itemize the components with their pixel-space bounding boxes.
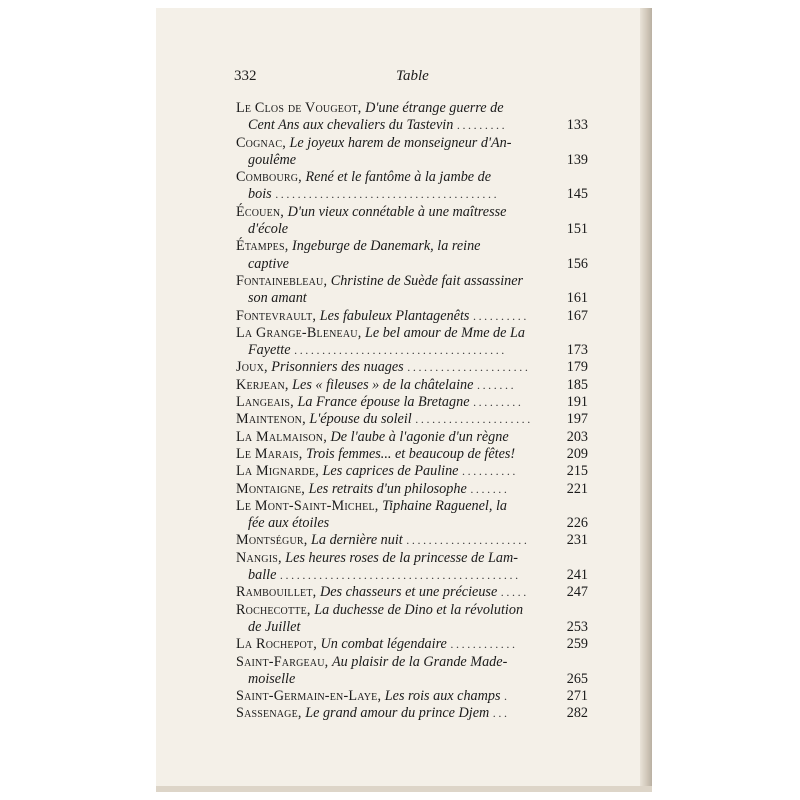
toc-place-name: La Malmaison, (236, 428, 327, 445)
toc-place-name: Écouen, (236, 203, 285, 220)
toc-chapter-title: Les fabuleux Plantagenêts (319, 307, 470, 324)
toc-page-number: 133 (566, 117, 588, 134)
toc-entry (236, 688, 588, 705)
toc-entry-line (236, 429, 588, 446)
toc-entry (236, 377, 588, 394)
toc-entry (236, 463, 588, 480)
toc-chapter-title: Le joyeux harem de monseigneur d'An- (289, 134, 512, 151)
toc-chapter-title-continued: moiselle (248, 670, 296, 687)
toc-entry (236, 359, 588, 376)
toc-entry-line (236, 169, 588, 186)
toc-entry-line (236, 619, 588, 636)
toc-entry-line (236, 377, 588, 394)
toc-entry-line (236, 411, 588, 428)
toc-chapter-title: La dernière nuit (311, 532, 403, 549)
toc-page-number: 282 (566, 705, 588, 722)
toc-entry (236, 584, 588, 601)
toc-chapter-title: Ingeburge de Danemark, la reine (292, 238, 481, 255)
toc-page-number: 156 (566, 255, 588, 272)
page-header (234, 68, 594, 90)
toc-chapter-title-continued: goulême (248, 151, 297, 168)
toc-page-number: 265 (566, 670, 588, 687)
toc-entry-line (236, 117, 588, 134)
toc-entry-line (236, 325, 588, 342)
toc-entry-line (236, 515, 588, 532)
dot-leader: ............ (450, 637, 518, 652)
toc-entry (236, 481, 588, 498)
book-spine-edge (640, 8, 652, 792)
toc-page-number: 221 (566, 480, 588, 497)
toc-entry (236, 411, 588, 428)
toc-page-number: 209 (566, 445, 588, 462)
toc-page-number: 241 (566, 567, 588, 584)
toc-entry-line (236, 550, 588, 567)
toc-entry (236, 602, 588, 637)
toc-place-name: Langeais, (236, 394, 294, 411)
toc-chapter-title: Tiphaine Raguenel, la (382, 497, 507, 514)
toc-place-name: Kerjean, (236, 376, 289, 393)
toc-place-name: Nangis, (236, 549, 282, 566)
toc-chapter-title: Le bel amour de Mme de La (365, 324, 525, 341)
toc-chapter-title: Les rois aux champs (384, 688, 501, 705)
toc-place-name: Étampes, (236, 238, 289, 255)
toc-page-number: 203 (566, 428, 588, 445)
dot-leader: .......... (462, 464, 519, 479)
toc-chapter-title: Un combat légendaire (320, 636, 447, 653)
toc-entry-line (236, 636, 588, 653)
toc-chapter-title: L'épouse du soleil (309, 411, 412, 428)
toc-page-number: 197 (566, 411, 588, 428)
toc-chapter-title: D'une étrange guerre de (365, 100, 504, 116)
toc-entry-line (236, 394, 588, 411)
toc-entry-line (236, 705, 588, 722)
toc-page-number: 253 (566, 618, 588, 635)
toc-entry-line (236, 290, 588, 307)
toc-page-number: 215 (566, 463, 588, 480)
dot-leader: ...................... (407, 360, 531, 375)
dot-leader: ......... (456, 118, 508, 133)
toc-chapter-title: Christine de Suède fait assassiner (330, 272, 524, 289)
dot-leader: ... (492, 706, 510, 721)
toc-entry-line (236, 256, 588, 273)
toc-place-name: Le Mont-Saint-Michel, (236, 497, 379, 514)
toc-entry-line (236, 584, 588, 601)
toc-entry-line (236, 186, 588, 203)
toc-chapter-title: Trois femmes... et beaucoup de fêtes! (306, 445, 516, 462)
toc-chapter-title: La duchesse de Dino et la révolution (314, 601, 524, 618)
toc-place-name: Montaigne, (236, 480, 306, 497)
toc-place-name: La Rochepot, (236, 636, 317, 653)
toc-place-name: Le Marais, (236, 445, 303, 462)
toc-page-number: 271 (566, 688, 588, 705)
toc-page-number: 259 (566, 636, 588, 653)
toc-chapter-title: De l'aube à l'agonie d'un règne (330, 428, 509, 445)
toc-page-number: 145 (566, 186, 588, 203)
toc-chapter-title-continued: bois (248, 186, 272, 203)
dot-leader: ........................................ (275, 187, 500, 202)
toc-entry (236, 204, 588, 239)
toc-chapter-title: René et le fantôme à la jambe de (305, 169, 492, 186)
toc-place-name: La Grange-Bleneau, (236, 324, 362, 341)
dot-leader: ...................................... (294, 343, 507, 358)
toc-place-name: Joux, (236, 359, 268, 376)
toc-entry (236, 636, 588, 653)
toc-entry-line (236, 602, 588, 619)
toc-place-name: Le Clos de Vougeot, (236, 100, 362, 116)
toc-chapter-title: Le grand amour du prince Djem (305, 705, 490, 722)
toc-place-name: Rambouillet, (236, 584, 317, 601)
toc-chapter-title-continued: captive (248, 255, 289, 272)
toc-page-number: 191 (566, 394, 588, 411)
toc-entry (236, 100, 588, 135)
dot-leader: . (504, 689, 510, 704)
toc-entry-line (236, 498, 588, 515)
toc-chapter-title-continued: fée aux étoiles (248, 515, 330, 532)
toc-entry (236, 550, 588, 585)
toc-page-number: 167 (566, 307, 588, 324)
dot-leader: ..................... (415, 412, 533, 427)
toc-chapter-title: Les heures roses de la princesse de Lam- (285, 549, 518, 566)
toc-entry-line (236, 446, 588, 463)
toc-chapter-title-continued: Cent Ans aux chevaliers du Tastevin (248, 117, 454, 134)
toc-place-name: Combourg, (236, 169, 302, 186)
toc-page-number: 185 (566, 376, 588, 393)
toc-chapter-title: Au plaisir de la Grande Made- (331, 653, 508, 670)
toc-entry (236, 135, 588, 170)
toc-entry-line (236, 532, 588, 549)
toc-chapter-title-continued: son amant (248, 290, 307, 307)
toc-entry-line (236, 221, 588, 238)
toc-place-name: Fontainebleau, (236, 272, 328, 289)
toc-page-number: 151 (566, 221, 588, 238)
toc-page-number: 231 (566, 532, 588, 549)
toc-entry (236, 498, 588, 533)
toc-entry-line (236, 481, 588, 498)
toc-entry-line (236, 308, 588, 325)
toc-entry (236, 238, 588, 273)
dot-leader: ....... (476, 377, 517, 392)
toc-entry (236, 654, 588, 689)
toc-entry-line (236, 238, 588, 255)
toc-entry-line (236, 135, 588, 152)
dot-leader: ........................................... (279, 568, 521, 583)
toc-chapter-title: Des chasseurs et une précieuse (319, 584, 498, 601)
dot-leader: ......... (473, 395, 524, 410)
toc-entry (236, 532, 588, 549)
toc-chapter-title: Les caprices de Pauline (322, 463, 459, 480)
toc-entry-line (236, 359, 588, 376)
running-title: Table (396, 68, 429, 84)
toc-entry-line (236, 567, 588, 584)
toc-entry-line (236, 273, 588, 290)
toc-place-name: Montségur, (236, 532, 308, 549)
toc-page-number: 173 (566, 342, 588, 359)
toc-chapter-title: La France épouse la Bretagne (297, 394, 470, 411)
toc-chapter-title-continued: de Juillet (248, 618, 301, 635)
toc-page-number: 179 (566, 359, 588, 376)
toc-entry-line (236, 204, 588, 221)
toc-page-number: 247 (566, 584, 588, 601)
toc-place-name: La Mignarde, (236, 463, 319, 480)
dot-leader: ....... (470, 481, 510, 496)
toc-entry (236, 446, 588, 463)
toc-place-name: Saint-Fargeau, (236, 653, 329, 670)
page-number: 332 (234, 68, 257, 84)
toc-entry-line (236, 152, 588, 169)
toc-place-name: Rochecotte, (236, 601, 311, 618)
toc-chapter-title: D'un vieux connétable à une maîtresse (287, 203, 507, 220)
toc-chapter-title: Les retraits d'un philosophe (308, 480, 467, 497)
toc-entry-line (236, 463, 588, 480)
page-bottom-edge (156, 786, 652, 792)
toc-entry (236, 325, 588, 360)
toc-entry-line (236, 671, 588, 688)
dot-leader: .......... (472, 308, 529, 323)
toc-place-name: Fontevrault, (236, 307, 317, 324)
toc-entry (236, 308, 588, 325)
toc-entry (236, 273, 588, 308)
toc-place-name: Maintenon, (236, 411, 306, 428)
toc-entry-line (236, 688, 588, 705)
toc-chapter-title-continued: balle (248, 567, 277, 584)
toc-entry-line (236, 100, 588, 117)
toc-entry-line (236, 654, 588, 671)
toc-place-name: Sassenage, (236, 705, 302, 722)
toc-page-number: 139 (566, 151, 588, 168)
toc-page-number: 226 (566, 515, 588, 532)
toc-place-name: Cognac, (236, 134, 286, 151)
table-of-contents (236, 100, 588, 723)
dot-leader: ...................... (406, 533, 530, 548)
toc-chapter-title: Prisonniers des nuages (271, 359, 404, 376)
toc-place-name: Saint-Germain-en-Laye, (236, 688, 382, 705)
toc-chapter-title-continued: Fayette (248, 342, 291, 359)
toc-page-number: 161 (566, 290, 588, 307)
toc-entry (236, 705, 588, 722)
toc-chapter-title-continued: d'école (248, 221, 289, 238)
toc-entry (236, 169, 588, 204)
toc-entry-line (236, 342, 588, 359)
toc-chapter-title: Les « fileuses » de la châtelaine (292, 376, 474, 393)
toc-entry (236, 429, 588, 446)
toc-entry (236, 394, 588, 411)
dot-leader: ..... (500, 585, 529, 600)
